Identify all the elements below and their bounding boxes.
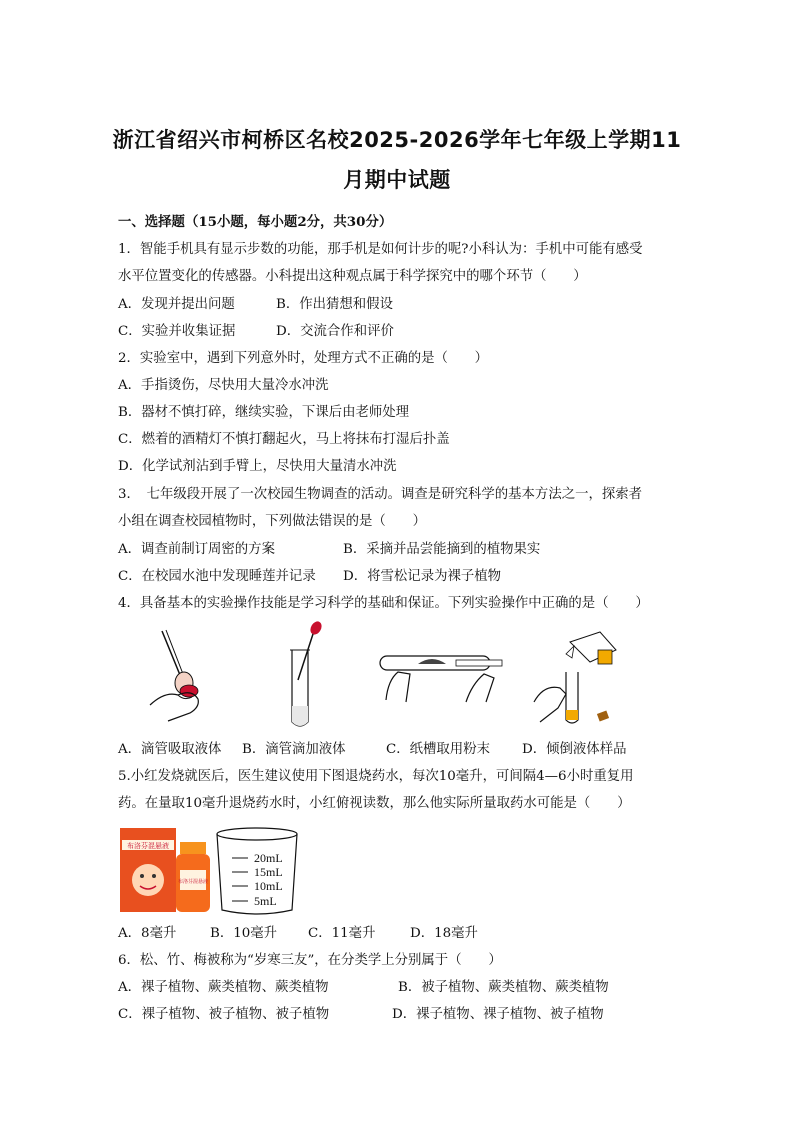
cup-mark-15ml: 15mL (254, 865, 283, 879)
medicine-bottle-label: 布洛芬混悬液 (177, 879, 209, 885)
q4-option-c: C．纸槽取用粉末 (386, 742, 490, 757)
q1-option-c: C．实验并收集证据 (118, 324, 236, 339)
q2-option-b: B．器材不慎打碎，继续实验，下课后由老师处理 (118, 405, 410, 420)
q3-stem-line2: 小组在调查校园植物时，下列做法错误的是（ ） (118, 514, 426, 529)
q1-stem-line1: 1．智能手机具有显示步数的功能，那手机是如何计步的呢?小科认为：手机中可能有感受 (118, 242, 643, 257)
q1-option-a: A．发现并提出问题 (118, 297, 235, 312)
medicine-package-image (118, 826, 212, 914)
measuring-cup-figure (214, 826, 300, 918)
q6-option-d: D．裸子植物、裸子植物、被子植物 (392, 1007, 604, 1022)
cup-mark-20ml: 20mL (254, 851, 283, 865)
q3-option-a: A．调查前制订周密的方案 (118, 542, 275, 557)
q2-option-a: A．手指烫伤，尽快用大量冷水冲洗 (118, 378, 329, 393)
exam-title-line1: 浙江省绍兴市柯桥区名校2025-2026学年七年级上学期11 (112, 128, 682, 152)
pouring-liquid-figure (530, 622, 630, 732)
q6-option-c: C．裸子植物、被子植物、被子植物 (118, 1007, 330, 1022)
section-heading: 一、选择题（15小题，每小题2分，共30分） (118, 214, 393, 230)
q1-option-b: B．作出猜想和假设 (276, 297, 393, 312)
q3-stem-line1: 3． 七年级段开展了一次校园生物调查的活动。调查是研究科学的基本方法之一，探索者 (118, 487, 643, 502)
q5-option-d: D．18毫升 (410, 926, 478, 941)
exam-title-line2: 月期中试题 (343, 168, 451, 192)
q3-option-b: B．采摘并品尝能摘到的植物果实 (343, 542, 541, 557)
q5-stem-line2: 药。在量取10毫升退烧药水时，小红俯视读数，那么他实际所量取药水可能是（ ） (118, 796, 631, 811)
q6-option-b: B．被子植物、蕨类植物、蕨类植物 (398, 980, 609, 995)
q1-stem-line2: 水平位置变化的传感器。小科提出这种观点属于科学探究中的哪个环节（ ） (118, 269, 587, 284)
cup-mark-5ml: 5mL (254, 894, 277, 908)
q4-option-a: A．滴管吸取液体 (118, 742, 222, 757)
q3-option-c: C．在校园水池中发现睡莲并记录 (118, 569, 316, 584)
q5-option-c: C．11毫升 (308, 926, 376, 941)
q2-option-c: C．燃着的酒精灯不慎打翻起火，马上将抹布打湿后扑盖 (118, 432, 450, 447)
q5-stem-line1: 5.小红发烧就医后，医生建议使用下图退烧药水，每次10毫升，可间隔4—6小时重复用 (118, 769, 634, 784)
q4-stem: 4．具备基本的实验操作技能是学习科学的基础和保证。下列实验操作中正确的是（ ） (118, 596, 649, 611)
q3-option-d: D．将雪松记录为裸子植物 (343, 569, 502, 584)
q4-option-d: D．倾倒液体样品 (522, 742, 627, 757)
q2-option-d: D．化学试剂沾到手臂上，尽快用大量清水冲洗 (118, 459, 397, 474)
dropper-suction-figure (140, 625, 230, 725)
q5-option-b: B．10毫升 (210, 926, 278, 941)
q6-stem: 6．松、竹、梅被称为“岁寒三友”，在分类学上分别属于（ ） (118, 953, 502, 968)
q4-option-b: B．滴管滴加液体 (242, 742, 346, 757)
q6-option-a: A．裸子植物、蕨类植物、蕨类植物 (118, 980, 329, 995)
q1-option-d: D．交流合作和评价 (276, 324, 394, 339)
q5-option-a: A．8毫升 (118, 926, 177, 941)
q2-stem: 2．实验室中，遇到下列意外时，处理方式不正确的是（ ） (118, 351, 489, 366)
medicine-box-label: 布洛芬混悬液 (127, 842, 169, 850)
dropper-testtube-figure (278, 620, 338, 732)
cup-mark-10ml: 10mL (254, 879, 283, 893)
paper-trough-figure (376, 640, 506, 705)
